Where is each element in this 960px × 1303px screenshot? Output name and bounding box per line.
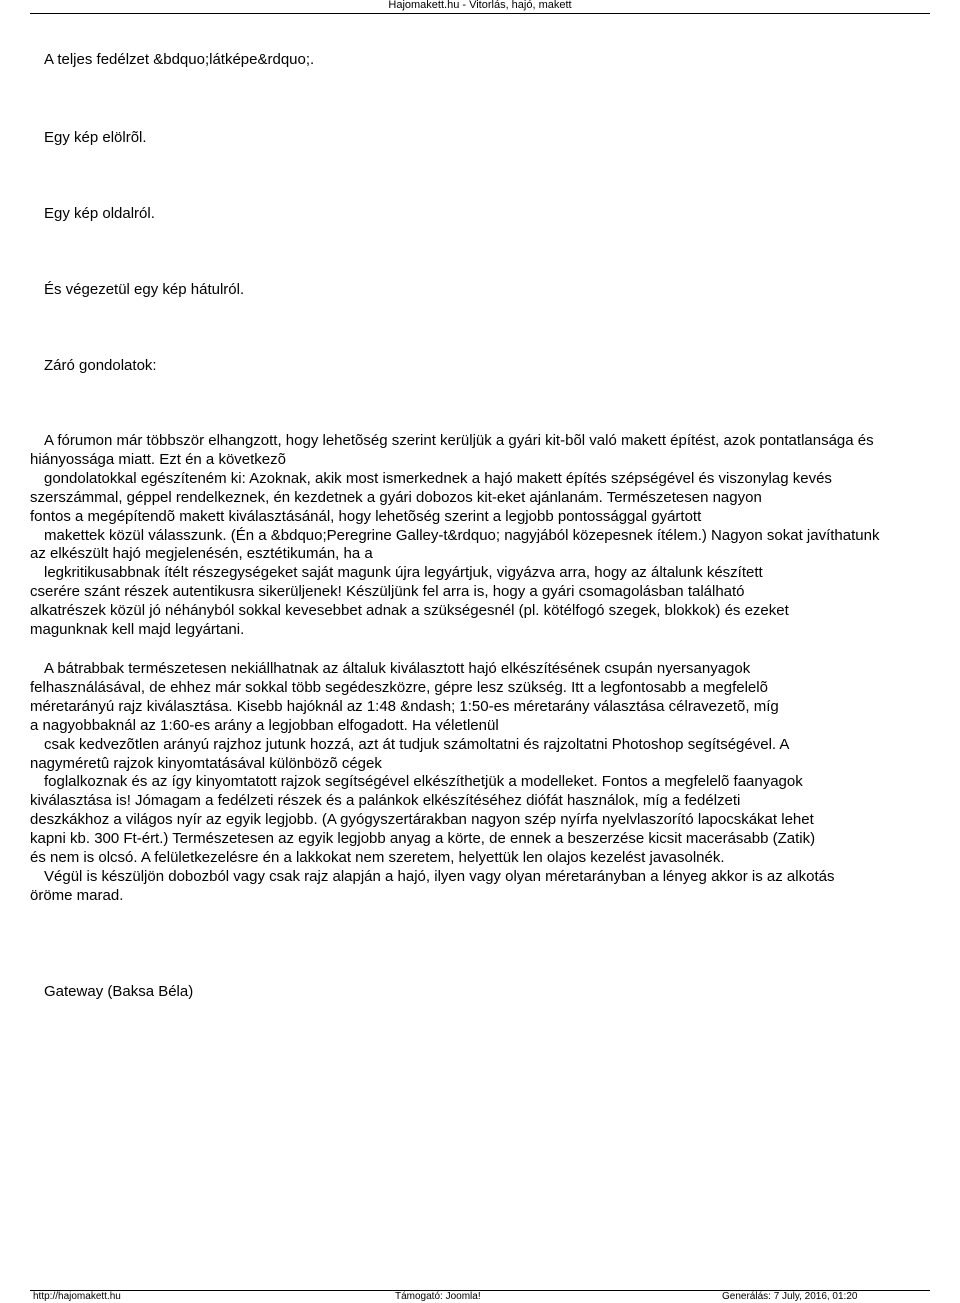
paragraph-2-line: és nem is olcsó. A felületkezelésre én a lakkokat nem szeretem, helyettük len olajos kezelést javasolnék.	[30, 849, 725, 867]
paragraph-1-line: gondolatokkal egészíteném ki: Azoknak, akik most ismerkednek a hajó makett építés szépségével és viszonylag kevés	[44, 469, 832, 487]
paragraph-1	[30, 432, 930, 640]
paragraph-2-line: felhasználásával, de ehhez már sokkal több segédeszközre, gépre lesz szükség. Itt a legfontosabb a megfelelõ	[30, 678, 768, 696]
paragraph-2-line: a nagyobbaknál az 1:60-es arány a legjobban elfogadott. Ha véletlenül	[30, 716, 499, 734]
paragraph-2-line: nagyméretû rajzok kinyomtatásával különbözõ cégek	[30, 754, 382, 772]
footer-generated-date: Generálás: 7 July, 2016, 01:20	[722, 1291, 858, 1302]
paragraph-2-line: kiválasztása is! Jómagam a fedélzeti részek és a palánkok elkészítéséhez diófát használok, míg a fedélzeti	[30, 792, 741, 810]
paragraph-2-line: Végül is készüljön dobozból vagy csak rajz alapján a hajó, ilyen vagy olyan méretarányban a lényeg akkor is az alkotás	[44, 867, 835, 885]
paragraph-1-line: cserére szánt részek autentikusra sikerüljenek! Készüljünk fel arra is, hogy a gyári csomagolásban található	[30, 583, 745, 601]
paragraph-2-line: kapni kb. 300 Ft-ért.) Természetesen az egyik legjobb anyag a körte, de ennek a beszerzése kicsit macerásabb (Zatik)	[30, 830, 816, 848]
paragraph-1-line: legkritikusabbnak ítélt részegységeket saját magunk újra legyártjuk, vigyázva arra, hogy az általunk készített	[44, 564, 763, 582]
paragraph-2-line: A bátrabbak természetesen nekiállhatnak az általuk kiválasztott hajó elkészítésének csupán nyersanyagok	[44, 660, 751, 677]
paragraph-2	[30, 660, 930, 906]
paragraph-2-line: öröme marad.	[30, 886, 124, 904]
closing-title: Záró gondolatok:	[44, 357, 157, 374]
page-header-title: Hajomakett.hu - Vitorlás, hajó, makett	[388, 0, 572, 11]
paragraph-2-line: deszkákhoz a világos nyír az egyik legjobb. (A gyógyszertárakban nagyon szép nyírfa nyelvlaszorító lapocskákat lehet	[30, 811, 814, 829]
footer-sponsor: Támogató: Joomla!	[395, 1291, 481, 1302]
caption-back: És végezetül egy kép hátulról.	[44, 281, 245, 298]
paragraph-1-line: szerszámmal, géppel rendelkeznek, én kezdetnek a gyári dobozos kit-eket ajánlanám. Természetesen nagyon	[30, 488, 762, 506]
caption-deck: A teljes fedélzet &bdquo;látképe&rdquo;.	[44, 51, 315, 68]
paragraph-1-line: makettek közül válasszunk. (Én a &bdquo;Peregrine Galley-t&rdquo; nagyjából közepesnek ítélem.) Nagyon sokat javíthatunk	[44, 526, 880, 544]
caption-side: Egy kép oldalról.	[44, 205, 155, 222]
paragraph-1-line: az elkészült hajó megjelenésén, esztétikumán, ha a	[30, 545, 373, 563]
caption-front: Egy kép elölrõl.	[44, 129, 147, 146]
header-divider	[30, 13, 930, 14]
paragraph-1-line: hiányossága miatt. Ezt én a következõ	[30, 450, 286, 468]
footer-site-link[interactable]: http://hajomakett.hu	[33, 1291, 121, 1302]
paragraph-2-line: foglalkoznak és az így kinyomtatott rajzok segítségével elkészíthetjük a modelleket. Fontos a megfelelõ faanyagok	[44, 773, 803, 791]
paragraph-1-line: fontos a megépítendõ makett kiválasztásánál, hogy lehetõség szerint a legjobb pontossággal gyártott	[30, 507, 702, 525]
paragraph-2-line: csak kedvezõtlen arányú rajzhoz jutunk hozzá, azt át tudjuk számoltatni és rajzoltatni Photoshop segítségével. A	[44, 735, 790, 753]
signature: Gateway (Baksa Béla)	[44, 983, 194, 1000]
paragraph-1-line: A fórumon már többször elhangzott, hogy lehetõség szerint kerüljük a gyári kit-bõl való makett építést, azok pontatlansága és	[44, 432, 874, 449]
paragraph-2-line: méretarányú rajz kiválasztása. Kisebb hajóknál az 1:48 &ndash; 1:50-es méretarány választása célravezetõ, míg	[30, 697, 779, 715]
paragraph-1-line: alkatrészek közül jó néhányból sokkal kevesebbet adnak a szükségesnél (pl. kötélfogó szegek, blokkok) és ezeket	[30, 602, 789, 620]
paragraph-1-line: magunknak kell majd legyártani.	[30, 621, 245, 639]
